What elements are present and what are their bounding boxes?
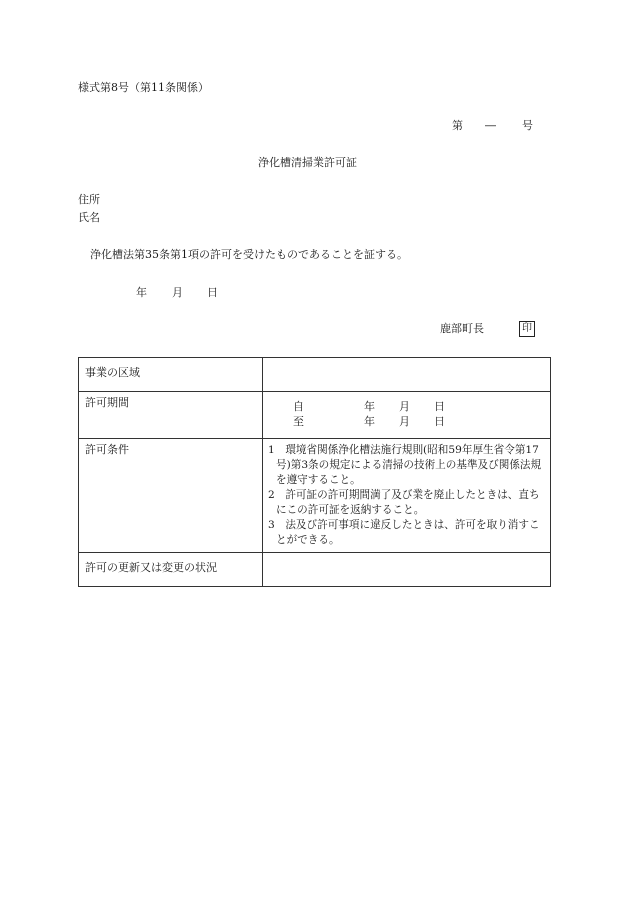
condition-item: 2 許可証の許可期間満了及び業を廃止したときは、直ちにこの許可証を返納すること。 [268, 489, 540, 516]
certification-text: 浄化槽法第35条第1項の許可を受けたものであることを証する。 [90, 248, 408, 261]
period-to-day: 日 [434, 415, 445, 428]
date-year: 年 [136, 286, 147, 299]
period-to: 至 [293, 415, 304, 428]
address-label: 住所 [78, 193, 100, 206]
table-row [79, 392, 551, 439]
number-prefix: 第 [452, 119, 463, 132]
period-from-day: 日 [434, 400, 445, 413]
period-value [263, 392, 551, 439]
period-from-year: 年 [364, 400, 375, 413]
period-to-year: 年 [364, 415, 375, 428]
date-day: 日 [207, 286, 218, 299]
number-suffix: 号 [522, 119, 533, 132]
table-row [79, 439, 551, 553]
period-to-month: 月 [399, 415, 410, 428]
area-label: 事業の区域 [79, 358, 263, 392]
period-label: 許可期間 [79, 392, 263, 439]
conditions-value [263, 439, 551, 553]
number-dash: ― [485, 119, 496, 132]
document-title: 浄化槽清掃業許可証 [258, 156, 357, 169]
renewal-label: 許可の更新又は変更の状況 [79, 553, 263, 587]
area-value [263, 358, 551, 392]
period-from-month: 月 [399, 400, 410, 413]
condition-item: 3 法及び許可事項に違反したときは、許可を取り消すことができる。 [268, 519, 540, 546]
issuer-title: 鹿部町長 [440, 322, 484, 335]
conditions-label: 許可条件 [79, 439, 263, 553]
table-row [79, 358, 551, 392]
permit-details-table [78, 357, 551, 587]
renewal-value [263, 553, 551, 587]
condition-item: 1 環境省関係浄化槽法施行規則(昭和59年厚生省令第17号)第3条の規定による清掃の技術上の基準及び関係法規を遵守すること。 [268, 444, 542, 486]
period-from: 自 [293, 400, 304, 413]
table-row [79, 553, 551, 587]
seal-mark: 印 [519, 321, 535, 337]
date-month: 月 [172, 286, 183, 299]
name-label: 氏名 [78, 211, 100, 224]
form-number: 様式第8号（第11条関係） [78, 81, 209, 94]
